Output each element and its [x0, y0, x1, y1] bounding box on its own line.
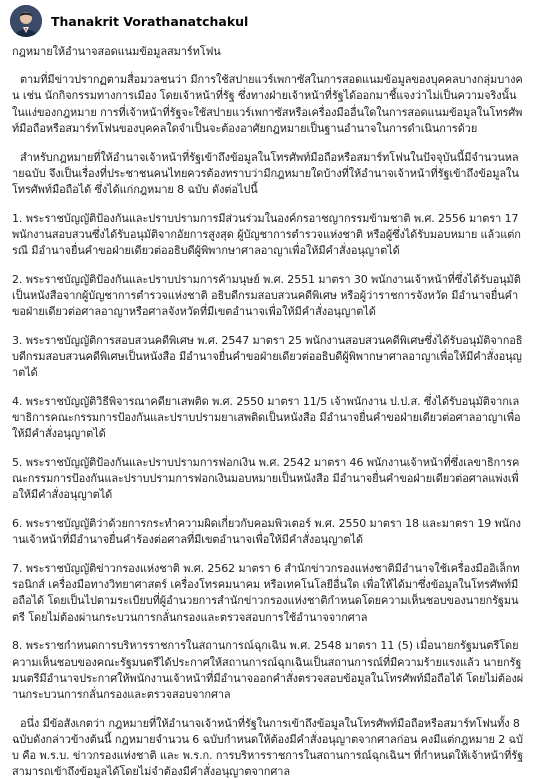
author-name[interactable]: Thanakrit Vorathanatchakul	[51, 13, 249, 29]
post-body	[12, 44, 524, 778]
avatar-portrait-icon	[10, 5, 42, 37]
lead-paragraph: สำหรับกฎหมายที่ให้อำนาจเจ้าหน้าที่รัฐเข้าถึงข้อมูลในโทรศัพท์มือถือหรือสมาร์ทโฟนในปัจจุบันนี้มีจำนวนหลายฉบับ จึงเป็นเรื่องที่ประชาชนคนไทยควรต้องทราบว่ามีกฎหมายใดบ้างที่ให้อำนาจเจ้าหน้าที่รัฐเข้าถึงข้อมูลในโทรศัพท์มือถือได้ ซึ่งได้แก่กฎหมาย 8 ฉบับ ดังต่อไปนี้	[12, 150, 519, 196]
post-header	[12, 0, 524, 40]
law-item-3: 3. พระราชบัญญัติการสอบสวนคดีพิเศษ พ.ศ. 2547 มาตรา 25 พนักงานสอบสวนคดีพิเศษซึ่งได้รับอนุมัติจากอธิบดีกรมสอบสวนคดีพิเศษเป็นหนังสือ มีอำนาจยื่นคำขอฝ่ายเดียวต่ออธิบดีผู้พิพากษาศาลอาญาเพื่อให้มีคำสั่งอนุญาตได้	[12, 333, 523, 380]
law-item-1: 1. พระราชบัญญัติป้องกันและปราบปรามการมีส่วนร่วมในองค์กรอาชญากรรมข้ามชาติ พ.ศ. 2556 มาตรา 17 พนักงานสอบสวนซึ่งได้รับอนุมัติจากอัยการสูงสุด ผู้บัญชาการตำรวจแห่งชาติ หรือผู้ซึ่งได้รับมอบหมาย แล้วแต่กรณี มีอำนาจยื่นคำขอฝ่ายเดียวต่ออธิบดีผู้พิพากษาศาลอาญาเพื่อให้มีคำสั่งอนุญาตได้	[12, 211, 521, 258]
law-item-6: 6. พระราชบัญญัติว่าด้วยการกระทำความผิดเกี่ยวกับคอมพิวเตอร์ พ.ศ. 2550 มาตรา 18 และมาตรา 19 พนักงานเจ้าหน้าที่มีอำนาจยื่นคำร้องต่อศาลที่มีเขตอำนาจเพื่อให้มีคำสั่งอนุญาตได้	[12, 517, 521, 547]
intro-paragraph: ตามที่มีข่าวปรากฏตามสื่อมวลชนว่า มีการใช้สปายแวร์เพกาซัสในการสอดแนมข้อมูลของบุคคลบางกลุ่มบางคน เช่น นักกิจกรรมทางการเมือง โดยเจ้าหน้าที่รัฐ ซึ่งทางฝ่ายเจ้าหน้าที่รัฐได้ออกมาชี้แจงว่าไม่เป็นความจริงนั้น ในแง่ของกฎหมาย การที่เจ้าหน้าที่รัฐจะใช้สปายแวร์เพกาซัสหรือเครื่องมืออื่นใดในการสอดแนมข้อมูลในโทรศัพท์มือถือหรือสมาร์ทโฟนของบุคคลใดจำเป็นจะต้องอาศัยกฎหมายเป็นฐานอำนาจในการดำเนินการด้วย	[12, 73, 523, 135]
law-item-2: 2. พระราชบัญญัติป้องกันและปราบปรามการค้ามนุษย์ พ.ศ. 2551 มาตรา 30 พนักงานเจ้าหน้าที่ซึ่งได้รับอนุมัติเป็นหนังสือจากผู้บัญชาการตำรวจแห่งชาติ อธิบดีกรมสอบสวนคดีพิเศษ หรือผู้ว่าราชการจังหวัด มีอำนาจยื่นคำขอฝ่ายเดียวต่อศาลอาญาหรือศาลจังหวัดที่มีเขตอำนาจเพื่อให้มีคำสั่งอนุญาตได้	[12, 272, 521, 319]
law-item-7: 7. พระราชบัญญัติข่าวกรองแห่งชาติ พ.ศ. 2562 มาตรา 6 สำนักข่าวกรองแห่งชาติมีอำนาจใช้เครื่องมืออิเล็กทรอนิกส์ เครื่องมือทางวิทยาศาสตร์ เครื่องโทรคมนาคม หรือเทคโนโลยีอื่นใด เพื่อให้ได้มาซึ่งข้อมูลในโทรศัพท์มือถือได้ โดยเป็นไปตามระเบียบที่ผู้อำนวยการสำนักข่าวกรองแห่งชาติกำหนดโดยความเห็นชอบของนายกรัฐมนตรี โดยไม่ต้องผ่านกระบวนการกลั่นกรองและตรวจสอบการใช้อำนาจจากศาล	[12, 562, 520, 624]
author-avatar[interactable]	[10, 5, 42, 37]
law-item-8: 8. พระราชกำหนดการบริหารราชการในสถานการณ์ฉุกเฉิน พ.ศ. 2548 มาตรา 11 (5) เมื่อนายกรัฐมนตรีโดยความเห็นชอบของคณะรัฐมนตรีได้ประกาศให้สถานการณ์ฉุกเฉินเป็นสถานการณ์ที่มีความร้ายแรงแล้ว นายกรัฐมนตรีมีอำนาจประกาศให้พนักงานเจ้าหน้าที่มีอำนาจออกคำสั่งตรวจสอบข้อมูลในโทรศัพท์มือถือได้ โดยไม่ต้องผ่านกระบวนการกลั่นกรองและตรวจสอบจากศาล	[12, 639, 524, 701]
law-item-4: 4. พระราชบัญญัติวิธีพิจารณาคดียาเสพติด พ.ศ. 2550 มาตรา 11/5 เจ้าพนักงาน ป.ป.ส. ซึ่งได้รับอนุมัติจากเลขาธิการคณะกรรมการป้องกันและปราบปรามยาเสพติดเป็นหนังสือ มีอำนาจยื่นคำขอฝ่ายเดียวต่อศาลอาญาเพื่อให้มีคำสั่งอนุญาตได้	[12, 394, 521, 441]
closing-paragraph: อนึ่ง มีข้อสังเกตว่า กฎหมายที่ให้อำนาจเจ้าหน้าที่รัฐในการเข้าถึงข้อมูลในโทรศัพท์มือถือหรือสมาร์ทโฟนทั้ง 8 ฉบับดังกล่าวข้างต้นนี้ กฎหมายจำนวน 6 ฉบับกำหนดให้ต้องมีคำสั่งอนุญาตจากศาลก่อน คงมีแต่กฎหมาย 2 ฉบับ คือ พ.ร.บ. ข่าวกรองแห่งชาติ และ พ.ร.ก. การบริหารราชการในสถานการณ์ฉุกเฉินฯ ที่กำหนดให้เจ้าหน้าที่รัฐสามารถเข้าถึงข้อมูลได้โดยไม่จำต้องมีคำสั่งอนุญาตจากศาล	[12, 716, 524, 778]
law-item-5: 5. พระราชบัญญัติป้องกันและปราบปรามการฟอกเงิน พ.ศ. 2542 มาตรา 46 พนักงานเจ้าหน้าที่ซึ่งเลขาธิการคณะกรรมการป้องกันและปราบปรามการฟอกเงินมอบหมายเป็นหนังสือ มีอำนาจยื่นคำขอฝ่ายเดียวต่อศาลแพ่งเพื่อให้มีคำสั่งอนุญาตได้	[12, 456, 520, 502]
post-title: กฎหมายให้อำนาจสอดแนมข้อมูลสมาร์ทโฟน	[12, 45, 221, 58]
